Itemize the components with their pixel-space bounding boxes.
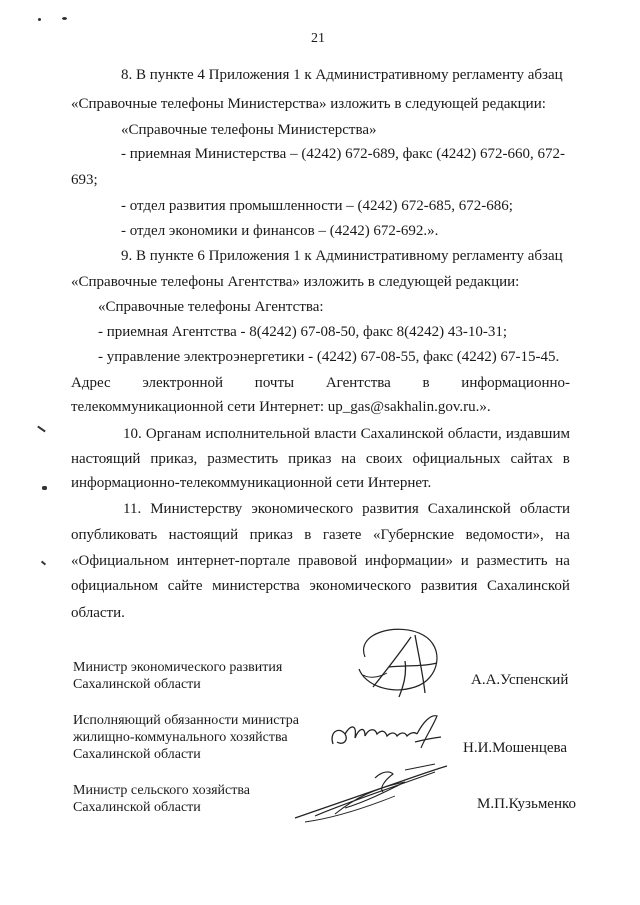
- scan-mark: [38, 18, 41, 21]
- signatory-title: [73, 782, 250, 816]
- address-line: [71, 374, 570, 392]
- word: информационно-: [461, 375, 570, 391]
- word: Агентства: [325, 375, 391, 391]
- title-line: Исполняющий обязанности министра: [73, 713, 299, 728]
- word: издавшим: [505, 426, 570, 442]
- word: электронной: [142, 375, 224, 391]
- word: разместить: [476, 553, 548, 569]
- word: Министерству: [150, 501, 243, 517]
- word: информации»: [364, 553, 454, 569]
- text-line: 9. В пункте 6 Приложения 1 к Административному регламенту абзац: [121, 248, 563, 264]
- text-line: - отдел экономики и финансов – (4242) 672-692.».: [121, 223, 439, 239]
- word: на: [341, 451, 356, 467]
- paragraph-11-line: [71, 552, 570, 570]
- text-line: - управление электроэнергетики - (4242) 67-08-55, факс (4242) 67-15-45.: [98, 349, 560, 365]
- word: «Губернские: [372, 527, 455, 543]
- title-line: Сахалинской области: [73, 800, 201, 815]
- text-line: информационно-телекоммуникационной сети Интернет.: [71, 475, 432, 491]
- text-line: - приемная Министерства – (4242) 672-689, факс (4242) 672-660, 672-: [121, 146, 565, 162]
- word: власти: [314, 426, 357, 442]
- text-line: «Справочные телефоны Агентства:: [98, 299, 324, 315]
- text-line: «Справочные телефоны Министерства»: [121, 122, 377, 138]
- page-number: 21: [311, 31, 325, 46]
- word: настоящий: [71, 451, 141, 467]
- word: развития: [420, 578, 478, 594]
- word: Органам: [145, 426, 202, 442]
- word: Сахалинской: [427, 501, 511, 517]
- word: опубликовать: [71, 527, 158, 543]
- word: интернет-портале: [176, 553, 291, 569]
- word: 10.: [123, 426, 142, 442]
- title-line: жилищно-коммунального хозяйства: [73, 730, 288, 745]
- signatory-title: [73, 659, 282, 693]
- text-line: области.: [71, 605, 125, 621]
- signature-uspensky: [345, 617, 455, 702]
- text-line: «Справочные телефоны Агентства» изложить в следующей редакции:: [71, 274, 520, 290]
- word: приказ: [288, 451, 332, 467]
- signature-kuzmenko: [285, 758, 455, 828]
- paragraph-11-line: [123, 500, 570, 518]
- word: официальном: [71, 578, 159, 594]
- word: Сахалинской: [360, 426, 444, 442]
- word: «Официальном: [71, 553, 169, 569]
- word: исполнительной: [205, 426, 311, 442]
- word: сайтах: [510, 451, 553, 467]
- word: сайте: [167, 578, 203, 594]
- text-line: - отдел развития промышленности – (4242) 672-685, 672-686;: [121, 198, 513, 214]
- word: почты: [254, 375, 295, 391]
- word: официальных: [412, 451, 501, 467]
- paragraph-10-line: [71, 450, 570, 468]
- signature-moshentseva: [325, 712, 445, 752]
- signatory-name: А.А.Успенский: [471, 672, 569, 688]
- word: области,: [447, 426, 502, 442]
- word: Адрес: [71, 375, 111, 391]
- word: на: [555, 527, 570, 543]
- word: экономического: [251, 501, 354, 517]
- paragraph-11-line: [71, 526, 570, 544]
- paragraph-10-line: [123, 425, 570, 443]
- word: настоящий: [168, 527, 239, 543]
- title-line: Сахалинской области: [73, 747, 201, 762]
- text-line: 693;: [71, 172, 98, 188]
- paragraph-11-line: [71, 577, 570, 595]
- scan-mark: [62, 17, 67, 20]
- word: в: [422, 375, 430, 391]
- word: Сахалинской: [486, 578, 570, 594]
- title-line: Сахалинской области: [73, 677, 201, 692]
- word: газете: [322, 527, 362, 543]
- word: развития: [362, 501, 419, 517]
- word: ведомости»,: [465, 527, 544, 543]
- signatory-name: Н.И.Мошенцева: [463, 740, 568, 756]
- text-line: 8. В пункте 4 Приложения 1 к Административному регламенту абзац: [121, 67, 563, 83]
- scan-mark: [41, 561, 46, 566]
- word: министерства: [212, 578, 300, 594]
- word: и: [460, 553, 469, 569]
- scan-mark: [42, 486, 47, 490]
- word: приказ: [249, 527, 293, 543]
- word: на: [555, 553, 570, 569]
- word: приказ,: [150, 451, 198, 467]
- scan-mark: [37, 426, 46, 433]
- title-line: Министр сельского хозяйства: [73, 783, 250, 798]
- word: разместить: [207, 451, 279, 467]
- word: в: [304, 527, 312, 543]
- text-line: «Справочные телефоны Министерства» изложить в следующей редакции:: [71, 96, 546, 112]
- word: 11.: [123, 501, 142, 517]
- word: в: [562, 451, 570, 467]
- signatory-name: М.П.Кузьменко: [477, 796, 577, 812]
- text-line: телекоммуникационной сети Интернет: up_gas@sakhalin.gov.ru.».: [71, 399, 491, 415]
- word: области: [519, 501, 570, 517]
- title-line: Министр экономического развития: [73, 660, 283, 675]
- text-line: - приемная Агентства - 8(4242) 67-08-50, факс 8(4242) 43-10-31;: [98, 324, 508, 340]
- signatory-title: [73, 712, 299, 763]
- word: экономического: [309, 578, 412, 594]
- word: правовой: [297, 553, 358, 569]
- word: своих: [365, 451, 403, 467]
